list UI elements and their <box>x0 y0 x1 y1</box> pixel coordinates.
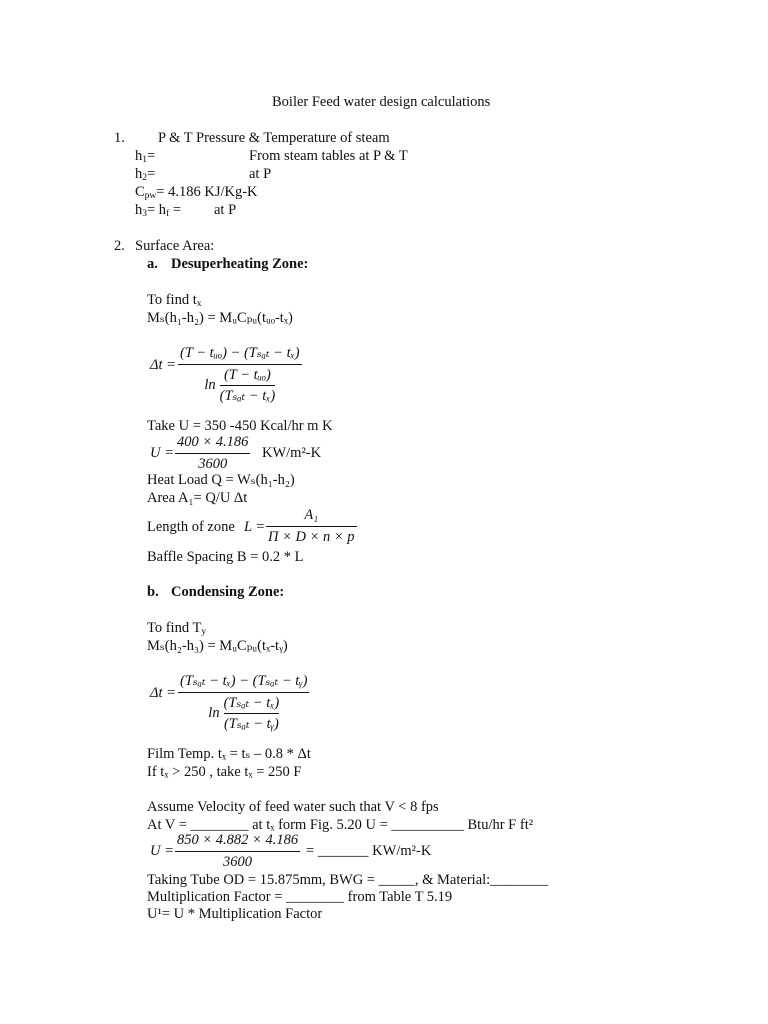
zone-a-length-fraction: A₁ Π × D × n × p <box>268 507 355 545</box>
section-1-number: 1. <box>114 130 125 146</box>
zone-a-u-lhs: U = <box>150 445 174 461</box>
zone-a-lmtd-denominator: ln (T − tᵤₒ) (Tₛₐₜ − tₓ) <box>204 367 276 404</box>
zone-a-title: Desuperheating Zone: <box>171 256 309 272</box>
section-2-heading: Surface Area: <box>135 238 215 254</box>
document-title: Boiler Feed water design calculations <box>272 94 491 110</box>
zone-b-u-fraction: 850 × 4.882 × 4.186 3600 <box>177 832 299 870</box>
zone-a-heat-load: Heat Load Q = Wₛ(h₁-h₂) <box>147 472 295 488</box>
zone-b-at-v: At V = ________ at tₓ form Fig. 5.20 U = __________ Btu/hr F ft² <box>147 817 534 833</box>
zone-a-u-fraction: 400 × 4.186 3600 <box>177 434 249 472</box>
zone-b-if-tf: If tₓ > 250 , take tₓ = 250 F <box>147 764 302 780</box>
zone-b-u1: U¹= U * Multiplication Factor <box>147 906 323 922</box>
h3-line: $h_3= h_f$ = <box>135 202 182 219</box>
zone-b-find: To find $T_y$ <box>147 620 207 637</box>
h1-line: $h_1=$ <box>135 148 156 165</box>
zone-a-letter: a. <box>147 256 158 272</box>
h1-text: From steam tables at P & T <box>249 148 408 164</box>
zone-a-u-unit: KW/m²-K <box>262 445 322 461</box>
zone-b-u-rhs: = _______ KW/m²-K <box>306 843 432 859</box>
zone-a-area: Area A₁= Q/U Δt <box>147 490 248 506</box>
zone-b-tube: Taking Tube OD = 15.875mm, BWG = _____, & Material:________ <box>147 872 549 888</box>
zone-b-letter: b. <box>147 584 159 600</box>
zone-b-lmtd-fraction <box>178 673 309 732</box>
zone-a-lmtd-fraction <box>178 345 302 404</box>
zone-b-film-temp: Film Temp. tₓ = tₛ – 0.8 * Δt <box>147 746 311 762</box>
section-1-heading: P & T Pressure & Temperature of steam <box>158 130 390 146</box>
zone-b-title: Condensing Zone: <box>171 584 285 600</box>
zone-b-assume: Assume Velocity of feed water such that V < 8 fps <box>147 799 439 815</box>
fraction-bar <box>178 364 302 365</box>
zone-b-energy-balance: Mₛ(h₂-h₃) = MᵤCₚᵤ(tₓ-tᵧ) <box>147 638 288 654</box>
zone-a-take-u: Take U = 350 -450 Kcal/hr m K <box>147 418 333 434</box>
cpw-line: $C_{pw}= 4.186$ KJ/Kg-K <box>135 184 258 201</box>
zone-a-energy-balance: Mₛ(h₁-h₂) = MᵤCₚᵤ(tᵤₒ-tₓ) <box>147 310 293 326</box>
h2-text: at P <box>249 166 272 182</box>
h3-text: at P <box>214 202 237 218</box>
zone-a-lmtd-numerator: (T − tᵤₒ) − (Tₛₐₜ − tₓ) <box>180 345 300 361</box>
zone-b-lmtd-lhs: Δt = <box>150 685 176 701</box>
zone-a-lmtd-lhs: Δt = <box>150 357 176 373</box>
zone-a-find: To find $t_x$ <box>147 292 202 309</box>
zone-b-lmtd-numerator: (Tₛₐₜ − tₓ) − (Tₛₐₜ − tᵧ) <box>180 673 308 689</box>
zone-b-mult: Multiplication Factor = ________ from Table T 5.19 <box>147 889 453 905</box>
zone-a-length-label: Length of zone <box>147 519 235 535</box>
zone-a-baffle: Baffle Spacing B = 0.2 * L <box>147 549 304 565</box>
zone-b-u-lhs: U = <box>150 843 174 859</box>
h2-line: $h_2=$ <box>135 166 156 183</box>
zone-b-lmtd-denominator: ln (Tₛₐₜ − tₓ) (Tₛₐₜ − tᵧ) <box>208 695 280 732</box>
section-2-number: 2. <box>114 238 125 254</box>
zone-a-length-lhs: L = <box>244 519 266 535</box>
